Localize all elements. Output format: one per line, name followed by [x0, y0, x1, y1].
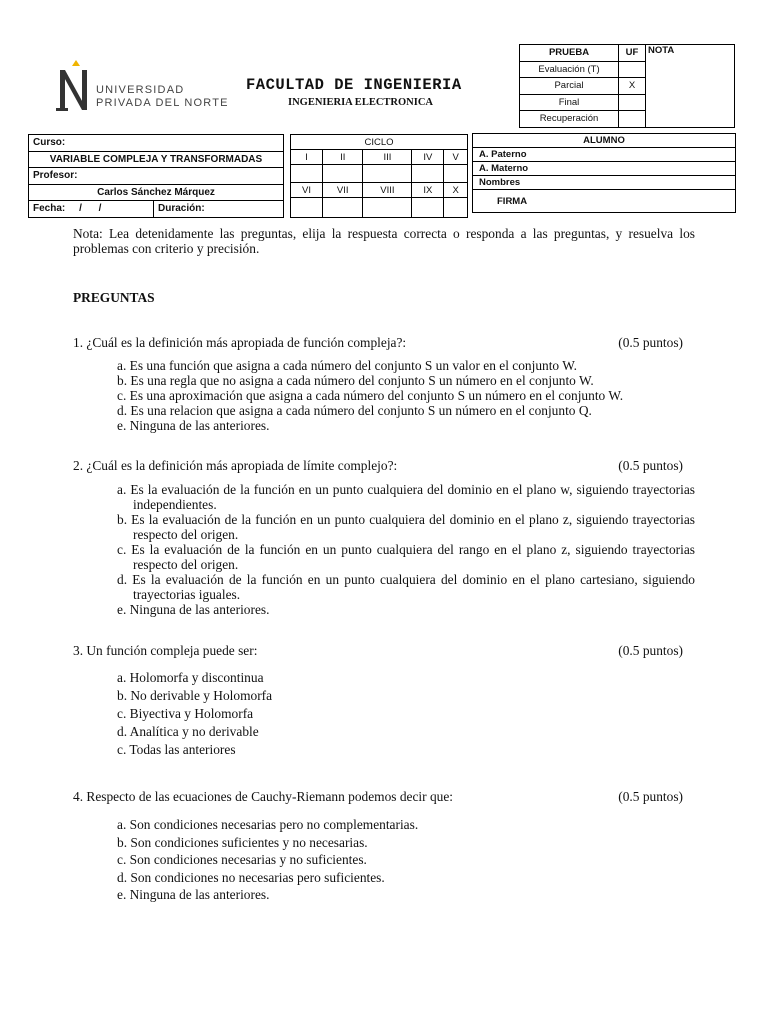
- ciclo-cell: I: [291, 150, 323, 165]
- ciclo-blank[interactable]: [291, 198, 323, 218]
- page-subtitle: INGENIERIA ELECTRONICA: [288, 97, 433, 108]
- fecha-label: Fecha:: [33, 203, 66, 215]
- option-a[interactable]: a. Holomorfa y discontinua: [117, 670, 264, 685]
- grade-row-label: Parcial: [520, 78, 619, 95]
- grade-row-uf: [619, 111, 646, 128]
- grade-row-label: Recuperación: [520, 111, 619, 128]
- question-text: 4. Respecto de las ecuaciones de Cauchy-Riemann podemos decir que:: [73, 789, 454, 804]
- ciclo-cell: V: [444, 150, 468, 165]
- option-b[interactable]: b. Son condiciones suficientes y no necesarias.: [117, 834, 368, 850]
- ciclo-table: [290, 134, 468, 218]
- question-1-options: [117, 358, 695, 433]
- grade-table: [519, 44, 735, 128]
- question-2: [73, 458, 683, 474]
- option-e[interactable]: e. Ninguna de las anteriores.: [117, 602, 270, 617]
- option-c[interactable]: c. Biyectiva y Holomorfa: [117, 706, 254, 721]
- ciclo-cell: III: [363, 150, 412, 165]
- ciclo-blank[interactable]: [323, 198, 363, 218]
- ciclo-blank[interactable]: [363, 198, 412, 218]
- page-title: FACULTAD DE INGENIERIA: [246, 76, 462, 94]
- ciclo-blank[interactable]: [444, 165, 468, 183]
- option-d[interactable]: d. Es una relacion que asigna a cada número del conjunto S un número en el conjunto Q.: [117, 403, 592, 418]
- ciclo-cell: IX: [412, 183, 444, 198]
- option-b[interactable]: b. Es la evaluación de la función en un punto cualquiera del dominio en el plano z, siguiendo trayectorias respecto del origen.: [117, 512, 695, 542]
- instructions-note: Nota: Lea detenidamente las preguntas, elija la respuesta correcta o responda a las preguntas, y resuelva los problemas con criterio y precisión.: [73, 226, 695, 256]
- section-title: PREGUNTAS: [73, 290, 155, 305]
- grade-row-uf: X: [619, 78, 646, 95]
- question-points: (0.5 puntos): [618, 458, 683, 473]
- alumno-firma[interactable]: FIRMA: [473, 190, 736, 213]
- option-e[interactable]: e. Ninguna de las anteriores.: [117, 418, 270, 433]
- profesor-label: Profesor:: [29, 168, 284, 185]
- question-text: 1. ¿Cuál es la definición más apropiada de función compleja?:: [73, 335, 407, 350]
- ciclo-blank[interactable]: [412, 198, 444, 218]
- question-points: (0.5 puntos): [618, 789, 683, 804]
- question-text: 2. ¿Cuál es la definición más apropiada de límite complejo?:: [73, 458, 398, 473]
- ciclo-blank[interactable]: [444, 198, 468, 218]
- alumno-title: ALUMNO: [473, 134, 736, 148]
- option-a[interactable]: a. Son condiciones necesarias pero no complementarias.: [117, 817, 419, 832]
- grade-row-label: Evaluación (T): [520, 61, 619, 78]
- grade-header-prueba: PRUEBA: [520, 45, 619, 62]
- option-d[interactable]: d. Es la evaluación de la función en un punto cualquiera del dominio en el plano cartesiano, siguiendo trayectorias iguales.: [117, 572, 695, 602]
- course-table: [28, 134, 284, 218]
- ciclo-cell: VI: [291, 183, 323, 198]
- alumno-materno[interactable]: A. Materno: [473, 162, 736, 176]
- option-c[interactable]: c. Son condiciones necesarias y no suficientes.: [117, 852, 367, 867]
- ciclo-cell: II: [323, 150, 363, 165]
- ciclo-blank[interactable]: [363, 165, 412, 183]
- option-a[interactable]: a. Es la evaluación de la función en un punto cualquiera del dominio en el plano w, siguiendo trayectorias independientes.: [117, 482, 695, 512]
- alumno-paterno[interactable]: A. Paterno: [473, 148, 736, 162]
- curso-label: Curso:: [29, 135, 284, 152]
- option-e[interactable]: e. Ninguna de las anteriores.: [117, 887, 270, 902]
- option-d[interactable]: d. Analítica y no derivable: [117, 724, 259, 739]
- grade-row-uf: [619, 94, 646, 111]
- question-3: [73, 643, 683, 659]
- ciclo-title: CICLO: [291, 135, 468, 150]
- grade-row-label: Final: [520, 94, 619, 111]
- fecha-value: / /: [79, 203, 102, 215]
- ciclo-blank[interactable]: [323, 165, 363, 183]
- fecha-field[interactable]: [29, 201, 154, 218]
- question-4: [73, 789, 683, 805]
- profesor-value: Carlos Sánchez Márquez: [29, 184, 284, 201]
- option-c[interactable]: c. Es la evaluación de la función en un punto cualquiera del rango en el plano z, siguiendo trayectorias respecto del origen.: [117, 542, 695, 572]
- option-c[interactable]: c. Es una aproximación que asigna a cada número del conjunto S un número en el conjunto W.: [117, 388, 624, 403]
- question-1: [73, 335, 683, 351]
- ciclo-cell: IV: [412, 150, 444, 165]
- logo-line-1: UNIVERSIDAD: [96, 84, 185, 96]
- grade-header-nota: NOTA: [646, 45, 735, 128]
- option-d[interactable]: d. Son condiciones no necesarias pero suficientes.: [117, 869, 385, 885]
- grade-row-uf: [619, 61, 646, 78]
- option-b[interactable]: b. Es una regla que no asigna a cada número del conjunto S un número en el conjunto W.: [117, 373, 594, 388]
- alumno-table: [472, 133, 736, 213]
- question-4-options: [117, 816, 695, 904]
- logo-text: [96, 84, 229, 110]
- question-text: 3. Un función compleja puede ser:: [73, 643, 258, 658]
- question-2-options: [117, 482, 695, 617]
- option-e[interactable]: c. Todas las anteriores: [117, 742, 236, 757]
- ciclo-blank[interactable]: [412, 165, 444, 183]
- ciclo-cell: X: [444, 183, 468, 198]
- alumno-nombres[interactable]: Nombres: [473, 176, 736, 190]
- ciclo-blank[interactable]: [291, 165, 323, 183]
- curso-value: VARIABLE COMPLEJA Y TRANSFORMADAS: [29, 151, 284, 168]
- option-a[interactable]: a. Es una función que asigna a cada número del conjunto S un valor en el conjunto W.: [117, 358, 577, 373]
- ciclo-cell: VIII: [363, 183, 412, 198]
- option-b[interactable]: b. No derivable y Holomorfa: [117, 688, 273, 703]
- ciclo-cell: VII: [323, 183, 363, 198]
- grade-header-uf: UF: [619, 45, 646, 62]
- question-points: (0.5 puntos): [618, 643, 683, 658]
- question-points: (0.5 puntos): [618, 335, 683, 350]
- duracion-label[interactable]: Duración:: [154, 201, 284, 218]
- logo-line-2: PRIVADA DEL NORTE: [96, 97, 229, 109]
- question-3-options: [117, 669, 695, 759]
